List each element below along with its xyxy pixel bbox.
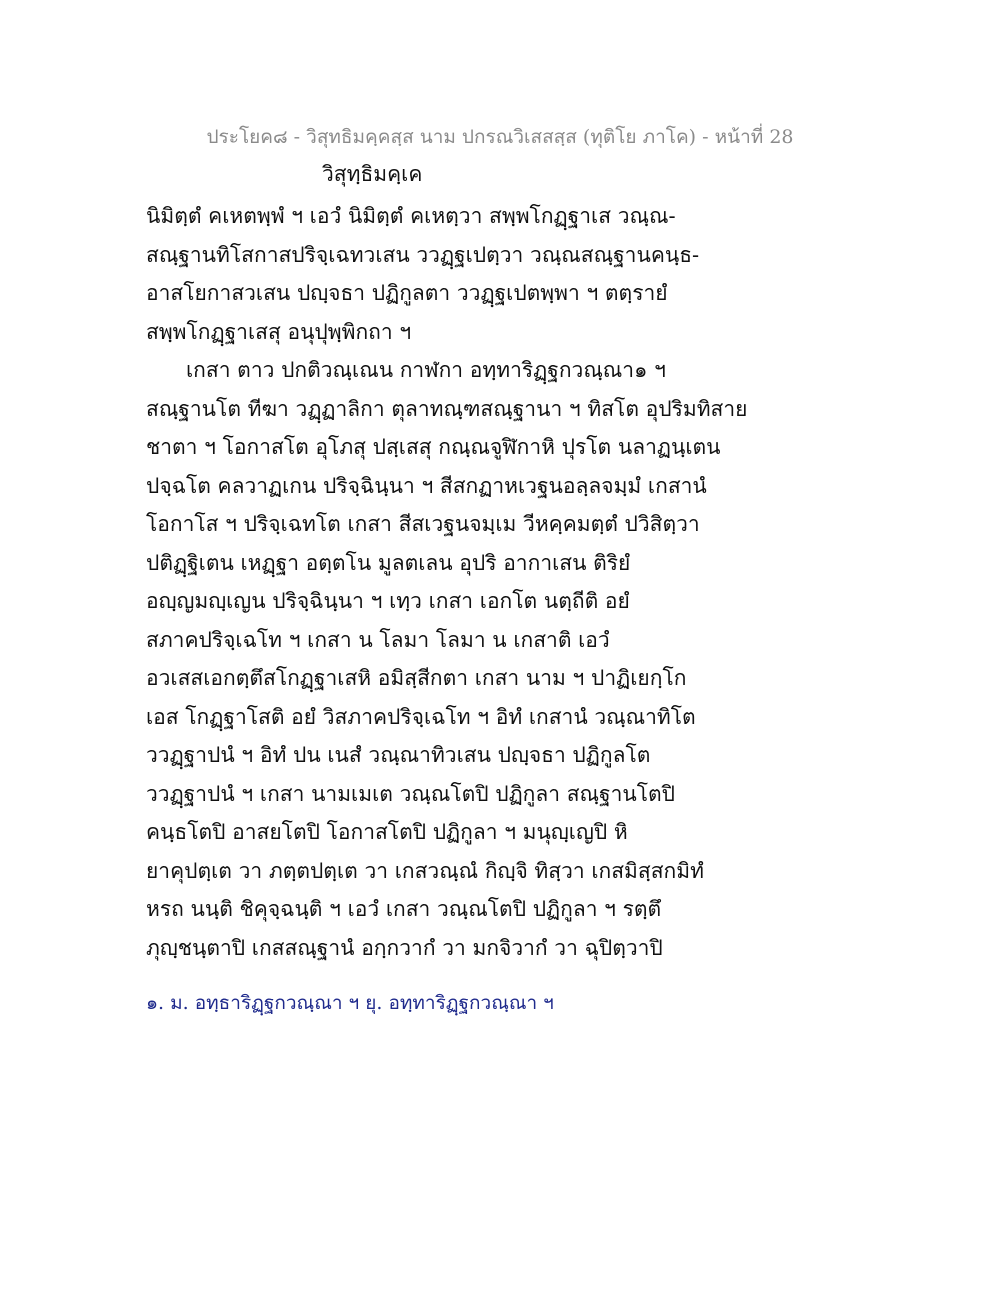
text-line: ววฏฺฐาปนํ ฯ อิทํ ปน เนสํ วณฺณาทิวเสน ปญฺจธา ปฏิกูลโต: [146, 743, 651, 767]
text-line: สภาคปริจฺเฉโท ฯ เกสา น โลมา โลมา น เกสาติ เอวํ: [146, 627, 610, 652]
text-line: คนฺธโตปิ อาสยโตปิ โอกาสโตปิ ปฏิกูลา ฯ มนุญฺเญปิ หิ: [146, 820, 628, 844]
body-text: [146, 197, 748, 967]
text-line: เกสา ตาว ปกติวณฺเณน กาฬกา อทฺทาริฏฺฐกวณฺณา๑ ฯ: [186, 358, 666, 382]
text-line: สพฺพโกฏฺฐาเสสุ อนุปุพฺพิกถา ฯ: [146, 319, 412, 344]
text-line: สณฺฐานโต ทีฆา วฏฺฏาลิกา ตุลาทณฺฑสณฺฐานา ฯ ทิสโต อุปริมทิสาย: [146, 396, 748, 421]
text-line: ภุญฺชนฺตาปิ เกสสณฺฐานํ อกฺกวากํ วา มกจิวากํ วา ฉุปิตฺวาปิ: [146, 935, 663, 960]
text-line: ปจฺฉโต คลวาฏเกน ปริจฺฉินฺนา ฯ สีสกฏาหเวฐนอลฺลจมฺมํ เกสานํ: [146, 473, 707, 498]
text-line: อญฺญมญฺเญน ปริจฺฉินฺนา ฯ เทฺว เกสา เอกโต นตฺถีติ อยํ: [146, 589, 630, 613]
text-line: อวเสสเอกตฺตึสโกฏฺฐาเสหิ อมิสฺสีกตา เกสา นาม ฯ ปาฏิเยกฺโก: [146, 666, 687, 690]
text-line: ชาตา ฯ โอกาสโต อุโภสุ ปสฺเสสุ กณฺณจูฬิกาหิ ปุรโต นลาฏนฺเตน: [146, 435, 721, 459]
text-line: หรถ นนฺติ ชิคุจฺฉนฺติ ฯ เอวํ เกสา วณฺณโตปิ ปฏิกูลา ฯ รตฺตึ: [146, 897, 662, 921]
text-line: นิมิตฺตํ คเหตพฺพํ ฯ เอวํ นิมิตฺตํ คเหตฺวา สพฺพโกฏฺฐาเส วณฺณ-: [146, 204, 676, 228]
section-title: วิสุทฺธิมคฺเค: [322, 162, 423, 186]
text-line: ววฏฺฐาปนํ ฯ เกสา นามเมเต วณฺณโตปิ ปฏิกูลา สณฺฐานโตปิ: [146, 781, 676, 806]
text-line: เอส โกฏฺฐาโสติ อยํ วิสภาคปริจฺเฉโท ฯ อิทํ เกสานํ วณฺณาทิโต: [146, 704, 696, 729]
text-line: โอกาโส ฯ ปริจฺเฉทโต เกสา สีสเวฐนจมฺเม วีหคฺคมตฺตํ ปวิสิตฺวา: [146, 512, 700, 536]
text-line: ยาคุปตฺเต วา ภตฺตปตฺเต วา เกสวณฺณํ กิญฺจิ ทิสฺวา เกสมิสฺสกมิทํ: [146, 858, 704, 883]
text-line: อาสโยกาสวเสน ปญฺจธา ปฏิกูลตา ววฏฺฐเปตพฺพา ฯ ตตฺรายํ: [146, 281, 668, 305]
footnote: ๑. ม. อทฺธาริฏฺฐกวณฺณา ฯ ยุ. อทฺทาริฏฺฐกวณฺณา ฯ: [146, 992, 554, 1014]
page-header: ประโยค๘ - วิสุทธิมคฺคสฺส นาม ปกรณวิเสสสฺส (ทุติโย ภาโค) - หน้าที่ 28: [206, 126, 794, 148]
text-line: ปติฏฺฐิเตน เหฏฺฐา อตฺตโน มูลตเลน อุปริ อากาเสน ติริยํ: [146, 550, 631, 575]
text-line: สณฺฐานทิโสกาสปริจฺเฉทวเสน ววฏฺฐเปตฺวา วณฺณสณฺฐานคนฺธ-: [146, 242, 700, 267]
